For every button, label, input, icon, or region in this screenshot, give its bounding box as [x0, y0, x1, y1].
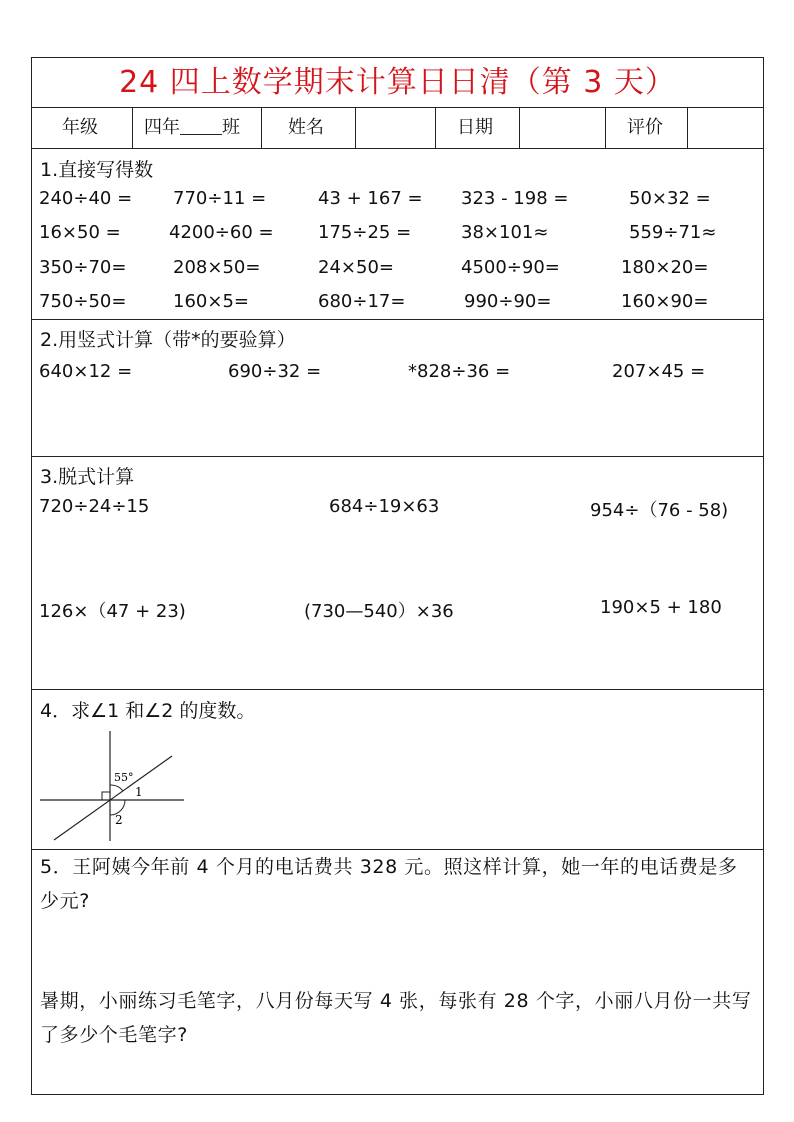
date-field[interactable]: [520, 107, 604, 148]
grade-field[interactable]: [144, 107, 240, 148]
problem: 38×101≈: [461, 222, 549, 243]
word-problem-1: 5．王阿姨今年前 4 个月的电话费共 328 元。照这样计算，她一年的电话费是多少元?: [40, 856, 738, 912]
rating-field[interactable]: [688, 107, 764, 148]
problem: 4200÷60 =: [169, 222, 274, 243]
divider: [435, 107, 436, 148]
problem: 24×50=: [318, 257, 394, 278]
problem: 954÷（76 - 58): [590, 500, 729, 521]
angle-arc: [110, 785, 123, 791]
divider: [32, 148, 763, 149]
problem: 160×5=: [173, 291, 249, 312]
worksheet: [31, 57, 764, 1095]
divider: [32, 689, 763, 690]
problem: 175÷25 =: [318, 222, 412, 243]
class-blank[interactable]: [180, 116, 222, 135]
problem: 770÷11 =: [173, 188, 267, 209]
slanted-line: [54, 756, 172, 840]
divider: [32, 319, 763, 320]
problem: 160×90=: [621, 291, 709, 312]
problem: 16×50 =: [39, 222, 121, 243]
problem: 240÷40 =: [39, 188, 133, 209]
problem: 640×12 =: [39, 361, 133, 382]
problem: 50×32 =: [629, 188, 711, 209]
rating-label: 评价: [627, 117, 663, 138]
problem: 680÷17=: [318, 291, 406, 312]
section4-heading: 4．求∠1 和∠2 的度数。: [40, 700, 256, 722]
problem: 180×20=: [621, 257, 709, 278]
problem: (730—540）×36: [304, 601, 454, 622]
problem: 990÷90=: [464, 291, 552, 312]
problem: 4500÷90=: [461, 257, 560, 278]
section2-heading: 2.用竖式计算（带*的要验算）: [40, 329, 296, 351]
problem: 208×50=: [173, 257, 261, 278]
date-label: 日期: [457, 117, 493, 138]
angle-figure: [32, 723, 202, 845]
angle-55-label: 55°: [114, 771, 134, 784]
right-angle-mark: [102, 792, 110, 800]
problem: 750÷50=: [39, 291, 127, 312]
problem: 126×（47 + 23): [39, 601, 186, 622]
word-problem-2: 暑期，小丽练习毛笔字，八月份每天写 4 张，每张有 28 个字，小丽八月份一共写了多少个毛笔字?: [40, 990, 752, 1046]
section3-heading: 3.脱式计算: [40, 466, 135, 488]
problem: 350÷70=: [39, 257, 127, 278]
divider: [32, 456, 763, 457]
problem: 559÷71≈: [629, 222, 717, 243]
grade-suffix: 班: [222, 117, 240, 138]
grade-label: 年级: [62, 117, 98, 138]
name-label: 姓名: [288, 117, 324, 138]
problem: 720÷24÷15: [39, 496, 150, 517]
problem: 207×45 =: [612, 361, 706, 382]
section1-heading: 1.直接写得数: [40, 159, 154, 181]
problem: 323 - 198 =: [461, 188, 569, 209]
problem: 684÷19×63: [329, 496, 440, 517]
name-field[interactable]: [356, 107, 434, 148]
angle-2-label: 2: [115, 813, 123, 827]
problem: 190×5 + 180: [600, 597, 722, 618]
problem: 43 + 167 =: [318, 188, 423, 209]
divider: [605, 107, 606, 148]
angle-1-label: 1: [135, 785, 143, 799]
divider: [261, 107, 262, 148]
problem: *828÷36 =: [408, 361, 511, 382]
page-title: 24 四上数学期末计算日日清（第 3 天）: [119, 65, 676, 100]
problem: 690÷32 =: [228, 361, 322, 382]
divider: [132, 107, 133, 148]
grade-prefix: 四年: [144, 117, 180, 138]
